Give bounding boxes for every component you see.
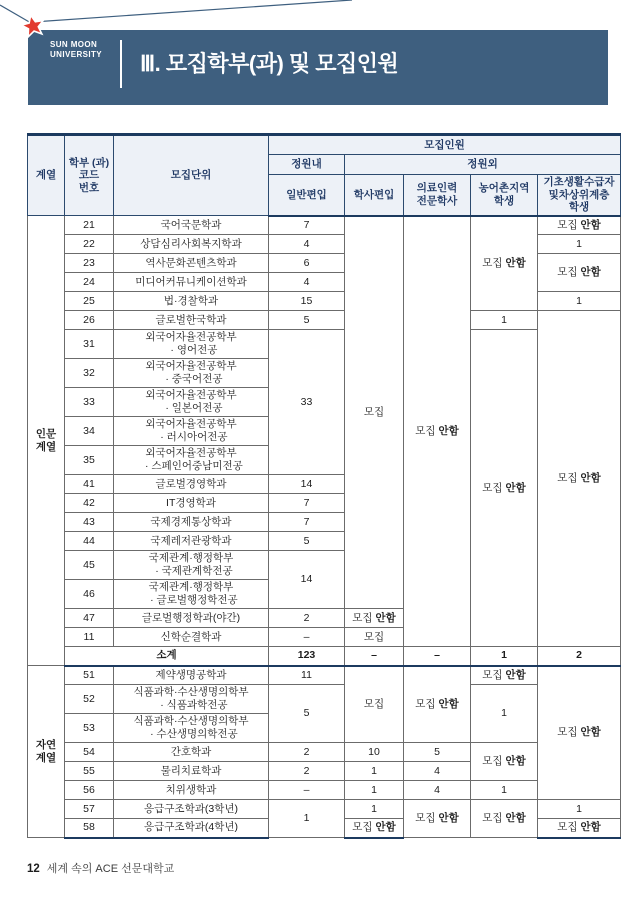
table-cell: 국제관계·행정학부 · 글로벌행정학전공 [114, 580, 269, 609]
table-cell: 1 [471, 781, 538, 800]
header-cell: 학사편입 [345, 175, 404, 216]
header-cell: 의료인력 전문학사 [404, 175, 471, 216]
table-cell: 123 [269, 647, 345, 666]
table-cell: 43 [65, 513, 114, 532]
table-cell: 47 [65, 609, 114, 628]
table-cell: 5 [269, 532, 345, 551]
band-divider [120, 40, 122, 88]
table-cell: 34 [65, 417, 114, 446]
header-cell: 모집인원 [269, 135, 621, 155]
table-cell: 외국어자율전공학부 · 스페인어중남미전공 [114, 446, 269, 475]
table-cell: 26 [65, 311, 114, 330]
table-cell: 5 [404, 743, 471, 762]
table-cell: 글로벌한국학과 [114, 311, 269, 330]
table-cell: 역사문화콘텐츠학과 [114, 254, 269, 273]
table-cell: 상담심리사회복지학과 [114, 235, 269, 254]
star-icon [20, 13, 46, 39]
table-cell: 치위생학과 [114, 781, 269, 800]
table-cell: – [404, 647, 471, 666]
university-name-line2: UNIVERSITY [50, 49, 103, 59]
header-cell: 계열 [28, 135, 65, 216]
university-name-line1: SUN MOON [50, 40, 98, 49]
table-cell: 7 [269, 513, 345, 532]
table-cell: 외국어자율전공학부 · 영어전공 [114, 330, 269, 359]
table-cell: 모집 안함 [538, 216, 621, 235]
table-cell: 2 [269, 609, 345, 628]
table-cell: 모집 안함 [345, 609, 404, 628]
table-cell: 모집 안함 [538, 254, 621, 292]
table-cell: 글로벌경영학과 [114, 475, 269, 494]
table-cell: 1 [471, 685, 538, 743]
table-cell: 11 [65, 628, 114, 647]
table-cell: 모집 [345, 666, 404, 743]
table-cell: 4 [269, 273, 345, 292]
table-cell: 44 [65, 532, 114, 551]
table-cell: 응급구조학과(4학년) [114, 819, 269, 838]
table-cell: – [269, 781, 345, 800]
table-cell: 외국어자율전공학부 · 중국어전공 [114, 359, 269, 388]
header-cell: 기초생활수급자 및차상위계층 학생 [538, 175, 621, 216]
table-cell: 57 [65, 800, 114, 819]
table-cell: 모집 안함 [471, 666, 538, 685]
table-cell: 51 [65, 666, 114, 685]
table-cell: 2 [269, 743, 345, 762]
table-cell: 5 [269, 311, 345, 330]
table-cell: 41 [65, 475, 114, 494]
table-cell: 모집 안함 [538, 666, 621, 800]
table-cell: 11 [269, 666, 345, 685]
page-footer [27, 860, 174, 876]
header-cell: 정원외 [345, 155, 621, 175]
table-cell: 22 [65, 235, 114, 254]
table-cell: 54 [65, 743, 114, 762]
header-cell: 농어촌지역 학생 [471, 175, 538, 216]
table-cell: 식품과학·수산생명의학부 · 식품과학전공 [114, 685, 269, 714]
table-cell: 33 [269, 330, 345, 475]
table-cell: 58 [65, 819, 114, 838]
table-cell: 1 [269, 800, 345, 838]
table-cell: 45 [65, 551, 114, 580]
table-cell: 14 [269, 475, 345, 494]
table-cell: 31 [65, 330, 114, 359]
header-cell: 학부 (과) 코드 번호 [65, 135, 114, 216]
table-cell: 6 [269, 254, 345, 273]
table-cell: IT경영학과 [114, 494, 269, 513]
admissions-table [27, 133, 621, 839]
table-cell: 14 [269, 551, 345, 609]
table-cell: 국제레저관광학과 [114, 532, 269, 551]
table-cell: 간호학과 [114, 743, 269, 762]
table-cell: 법·경찰학과 [114, 292, 269, 311]
table-cell: 응급구조학과(3학년) [114, 800, 269, 819]
table-cell: 1 [538, 235, 621, 254]
table-cell: 46 [65, 580, 114, 609]
table-cell: 외국어자율전공학부 · 일본어전공 [114, 388, 269, 417]
table-cell: 국어국문학과 [114, 216, 269, 235]
table-cell: 56 [65, 781, 114, 800]
table-cell: 제약생명공학과 [114, 666, 269, 685]
table-header [28, 135, 621, 216]
table-cell: 식품과학·수산생명의학부 · 수산생명의학전공 [114, 714, 269, 743]
table-cell: 52 [65, 685, 114, 714]
table-cell: 모집 안함 [471, 330, 538, 647]
table-cell: 25 [65, 292, 114, 311]
table-cell: 모집 안함 [471, 800, 538, 838]
table-cell: 모집 안함 [471, 216, 538, 311]
table-cell: 23 [65, 254, 114, 273]
table-cell: 모집 [345, 628, 404, 647]
table-cell: 21 [65, 216, 114, 235]
table-cell: 7 [269, 216, 345, 235]
table-cell: – [345, 647, 404, 666]
table-cell: 글로벌행정학과(야간) [114, 609, 269, 628]
header-cell: 모집단위 [114, 135, 269, 216]
table-cell: 42 [65, 494, 114, 513]
table-cell: 1 [471, 647, 538, 666]
table-cell: 2 [538, 647, 621, 666]
table-cell: 10 [345, 743, 404, 762]
table-cell: 53 [65, 714, 114, 743]
table-cell: 1 [538, 800, 621, 819]
table-cell: 모집 안함 [404, 800, 471, 838]
university-name [50, 40, 102, 59]
table-cell: 미디어커뮤니케이션학과 [114, 273, 269, 292]
footer-text: 세계 속의 ACE 선문대학교 [46, 863, 175, 875]
table-cell: 1 [345, 762, 404, 781]
table-cell: 1 [471, 311, 538, 330]
table-cell: 1 [345, 800, 404, 819]
table-cell: 4 [404, 781, 471, 800]
table-cell: 2 [269, 762, 345, 781]
table-cell: 모집 [345, 216, 404, 609]
table-cell: – [269, 628, 345, 647]
header-cell: 정원내 [269, 155, 345, 175]
table-cell: 7 [269, 494, 345, 513]
table-cell: 신학순결학과 [114, 628, 269, 647]
table-cell: 35 [65, 446, 114, 475]
table-cell: 24 [65, 273, 114, 292]
table-cell: 국제경제통상학과 [114, 513, 269, 532]
table-cell: 물리치료학과 [114, 762, 269, 781]
table-cell: 55 [65, 762, 114, 781]
table-cell: 4 [269, 235, 345, 254]
table-cell: 1 [345, 781, 404, 800]
table-cell: 국제관계·행정학부 · 국제관계학전공 [114, 551, 269, 580]
section-header-band [28, 30, 608, 105]
table-cell: 모집 안함 [538, 311, 621, 647]
table-cell: 모집 안함 [345, 819, 404, 838]
page-number: 12 [27, 863, 40, 875]
table-body [28, 216, 621, 838]
table-cell: 4 [404, 762, 471, 781]
table-cell: 모집 안함 [404, 216, 471, 647]
table-cell: 모집 안함 [538, 819, 621, 838]
header-cell: 일반편입 [269, 175, 345, 216]
table-cell: 1 [538, 292, 621, 311]
table-cell: 소계 [65, 647, 269, 666]
table-cell: 외국어자율전공학부 · 러시아어전공 [114, 417, 269, 446]
section-title: Ⅲ. 모집학부(과) 및 모집인원 [140, 51, 399, 76]
table-cell: 5 [269, 685, 345, 743]
table-cell: 32 [65, 359, 114, 388]
table-cell: 15 [269, 292, 345, 311]
table-cell: 33 [65, 388, 114, 417]
table-cell: 인문 계열 [28, 216, 65, 666]
table-cell: 모집 안함 [471, 743, 538, 781]
table-cell: 모집 안함 [404, 666, 471, 743]
table-cell: 자연 계열 [28, 666, 65, 838]
